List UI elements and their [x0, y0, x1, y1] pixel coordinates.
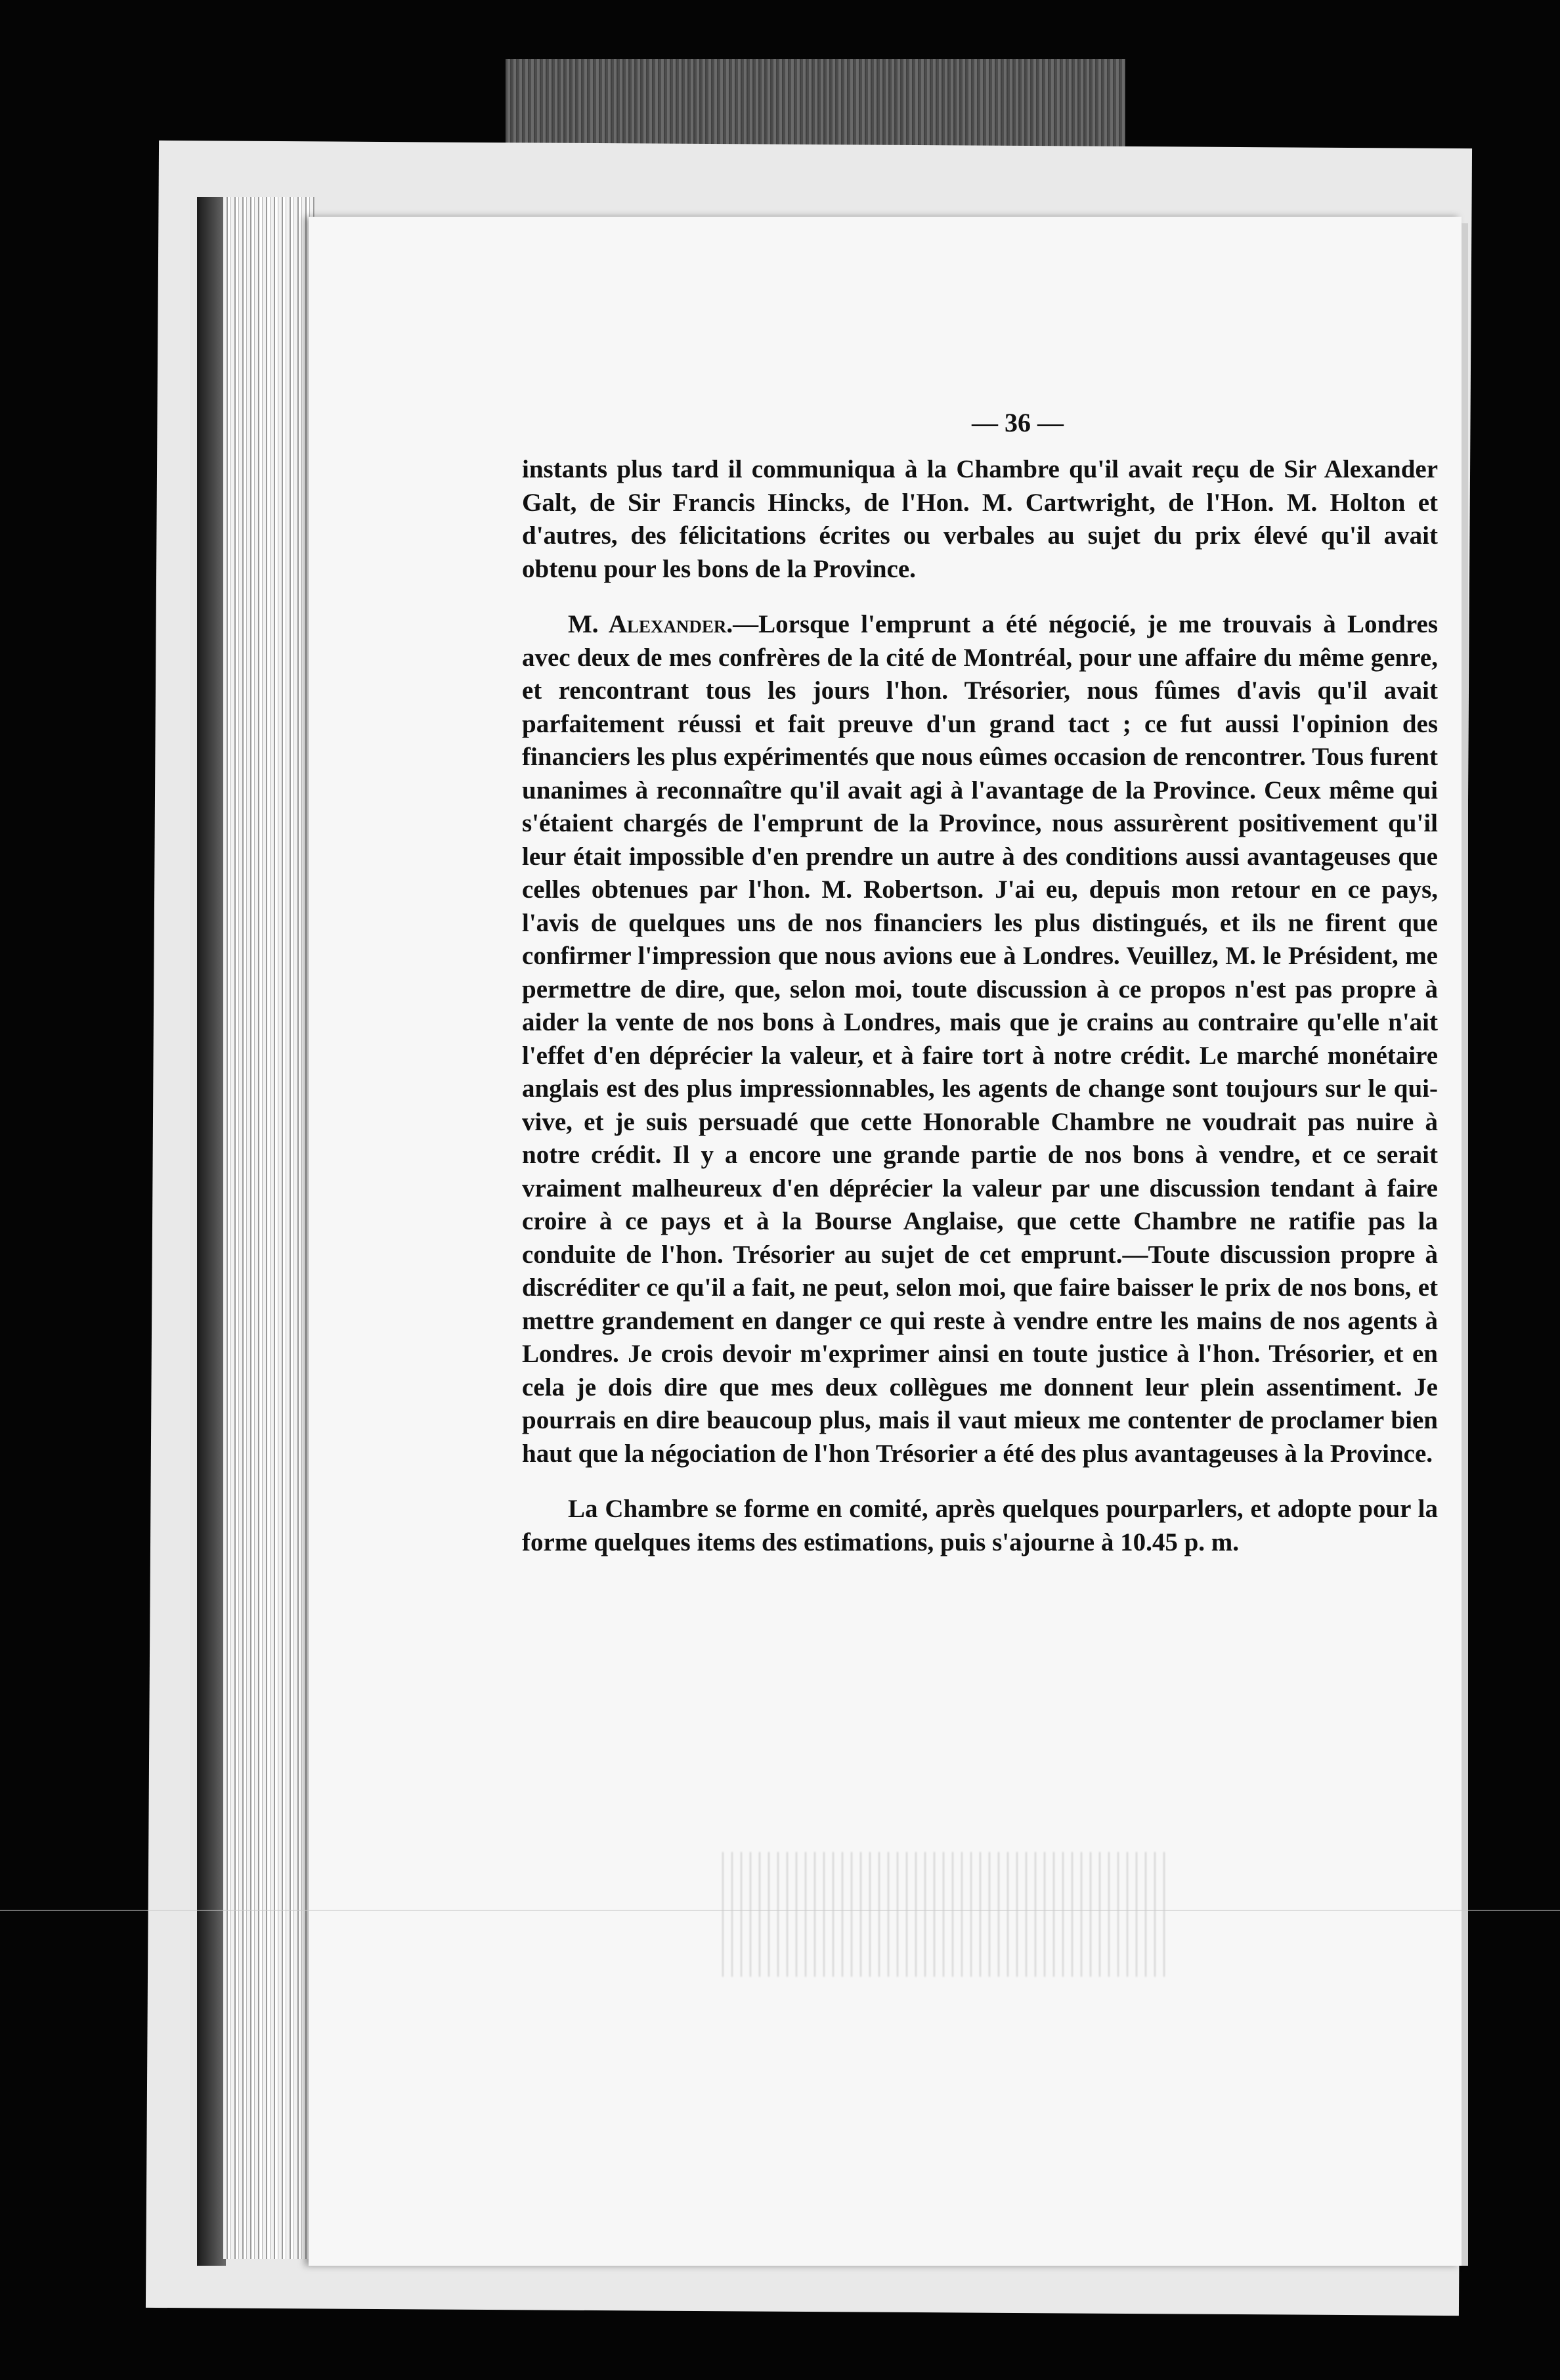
- binding-shadow: [197, 197, 226, 2266]
- paragraph-alexander-speech: [522, 608, 1438, 1470]
- speech-text: —Lorsque l'emprunt a été négocié, je me trouvais à Londres avec deux de mes confrères de la cité de Montréal, pour une affaire du même genre, et rencontrant tous les jours l'hon. Trésorier, nous fûmes d'avis qu'il avait parfaitement réussi et fait preuve d'un grand tact ; ce fut aussi l'opinion des financiers les plus expérimentés que nous eûmes occasion de rencontrer. Tous furent unanimes à reconnaître qu'il avait agi à l'avantage de la Province. Ceux même qui s'étaient chargés de l'emprunt de la Province, nous assurèrent positivement qu'il leur était impossible d'en prendre un autre à des conditions aussi avantageuses que celles obtenues par l'hon. M. Robertson. J'ai eu, depuis mon retour en ce pays, l'avis de quelques uns de nos financiers les plus distingués, et ils ne firent que confirmer l'impression que nous avions eue à Londres. Veuillez, M. le Président, me permettre de dire, que, selon moi, toute discussion à ce propos n'est pas propre à aider la vente de nos bons à Londres, mais que je crains au contraire qu'elle n'ait l'effet d'en déprécier la valeur, et à faire tort à notre crédit. Le marché monétaire anglais est des plus impressionnables, les agents de change sont toujours sur le qui-vive, et je suis persuadé que cette Honorable Chambre ne voudrait pas nuire à notre crédit. Il y a encore une grande partie de nos bons à vendre, et ce serait vraiment malheureux d'en déprécier la valeur par une discussion tendant à faire croire à ce pays et à la Bourse Anglaise, que cette Chambre ne ratifie pas la conduite de l'hon. Trésorier au sujet de cet emprunt.—Toute discussion propre à discréditer ce qu'il a fait, ne peut, selon moi, que faire baisser le prix de nos bons, et mettre grandement en danger ce qui reste à vendre entre les mains de nos agents à Londres. Je crois devoir m'exprimer ainsi en toute justice à l'hon. Trésorier, et en cela je dois dire que mes deux collègues me donnent leur plein assentiment. Je pourrais en dire beaucoup plus, mais il vaut mieux me contenter de proclamer bien haut que la négociation de l'hon Trésorier a été des plus avantageuses à la Province.: [522, 610, 1438, 1468]
- page-right-edge: [1462, 223, 1468, 2266]
- page-text: [522, 453, 1438, 1559]
- page-number: — 36 —: [972, 408, 1064, 437]
- bleed-through-smudge: [722, 1852, 1169, 1977]
- paragraph-adjournment: La Chambre se forme en comité, après quelques pourparlers, et adopte pour la forme quelques items des estimations, puis s'ajourne à 10.45 p. m.: [522, 1495, 1438, 1556]
- page-edges: [223, 197, 315, 2259]
- paragraph-continuation: instants plus tard il communiqua à la Chambre qu'il avait reçu de Sir Alexander Galt, de Sir Francis Hincks, de l'Hon. M. Cartwright, de l'Hon. M. Holton et d'autres, des félicitations écrites ou verbales au sujet du prix élevé qu'il avait obtenu pour les bons de la Province.: [522, 455, 1438, 583]
- scan-line: [0, 1910, 1560, 1911]
- speaker-name: M. Alexander.: [568, 610, 733, 638]
